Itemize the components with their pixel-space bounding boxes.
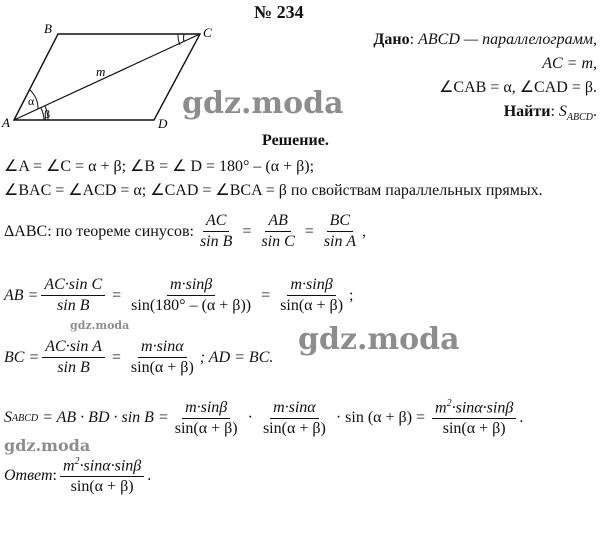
area-end: .: [519, 409, 524, 427]
answer-n-sup: 2: [74, 456, 80, 467]
equals: =: [111, 348, 121, 366]
solution-heading: Решение.: [262, 132, 329, 149]
given-line1: Дано: ABCD — параллелограмм,: [373, 31, 597, 48]
area-s: S: [4, 409, 12, 427]
equals: =: [242, 222, 252, 240]
sine-d3: sin A: [323, 233, 356, 250]
watermark-small-2: gdz.moda: [4, 436, 91, 455]
bc-lhs: BC =: [4, 348, 40, 366]
ab-d2: sin(180° – (α + β)): [131, 297, 252, 314]
answer-n-rest: ·sinα·sinβ: [79, 457, 142, 475]
sine-intro: ΔABC: по теореме синусов:: [4, 222, 194, 240]
area-n3-rest: ·sinα·sinβ: [451, 399, 514, 417]
solution-line1: ∠A = ∠C = α + β; ∠B = ∠ D = 180° – (α + β);: [4, 158, 315, 175]
area-dot: ·: [247, 409, 253, 427]
area-frac-1: [172, 399, 241, 438]
angle-beta-label: β: [44, 107, 51, 121]
sine-d2: sin C: [261, 233, 295, 250]
bc-n2: m·sinα: [138, 338, 187, 358]
area-d3: sin(α + β): [442, 420, 506, 438]
ab-n2: m·sinβ: [167, 276, 215, 296]
ab-n1: AC·sin C: [41, 276, 105, 296]
area-mid: · sin (α + β) =: [335, 409, 426, 427]
bc-frac-1: [42, 338, 105, 377]
area-row: [4, 398, 523, 438]
find-end: .: [593, 103, 597, 120]
vertex-c-label: C: [203, 25, 212, 40]
vertex-b-label: B: [44, 21, 52, 36]
diagonal-m-label: m: [96, 64, 106, 79]
ab-d3: sin(α + β): [280, 297, 344, 314]
watermark-large-2: gdz.moda: [298, 322, 460, 357]
area-n3-m: m: [435, 399, 447, 417]
answer-row: Ответ : $\frac{m^2\cdot\sin\alpha\cdot\sin\beta}{\sin(\alpha + \beta)}$ .: [4, 456, 152, 496]
bc-tail: ; AD = BC.: [199, 348, 274, 366]
bc-n1: AC·sin A: [42, 338, 105, 358]
find-line: Найти: $S_{ABCD}$.: [503, 103, 597, 124]
given-line2: AC = m,: [542, 55, 597, 72]
given-line3: ∠CAB = α, ∠CAD = β.: [439, 79, 597, 96]
answer-end: .: [147, 467, 152, 485]
watermark-large-1: gdz.moda: [182, 86, 344, 121]
answer-d: sin(α + β): [70, 478, 134, 496]
area-frac-3: [432, 398, 516, 438]
sine-frac-1: [197, 212, 235, 251]
area-n3-sup: 2: [446, 398, 452, 409]
sine-end: ,: [361, 222, 366, 240]
ab-d1: sin B: [57, 297, 90, 314]
ab-lhs: AB =: [4, 286, 39, 304]
ab-row: [4, 276, 353, 315]
ab-n3: m·sinβ: [287, 276, 335, 296]
angle-c-arc2: [178, 34, 180, 45]
answer-label: Ответ: [4, 467, 53, 485]
find-label: Найти: [503, 103, 551, 120]
given-parallelogram: ABCD — параллелограмм,: [418, 31, 597, 48]
area-d2: sin(α + β): [262, 419, 326, 437]
watermark-small-1: gdz.moda: [70, 319, 130, 332]
sine-n1: AC: [203, 212, 229, 232]
given-label: Дано: [373, 31, 410, 48]
equals: =: [304, 222, 314, 240]
vertex-d-label: D: [158, 116, 168, 130]
solution-line2: ∠BAC = ∠ACD = α; ∠CAD = ∠BCA = β по свойствам параллельных прямых.: [4, 182, 543, 199]
find-sub: ABCD: [566, 112, 593, 124]
given-block: [373, 28, 597, 130]
sine-n3: BC: [327, 212, 353, 232]
bc-d1: sin B: [57, 359, 90, 376]
vertex-a-label: A: [2, 115, 10, 130]
sine-d1: sin B: [199, 233, 233, 250]
equals: =: [261, 286, 271, 304]
sine-frac-2: [258, 212, 297, 251]
ab-frac-2: [128, 276, 254, 315]
area-frac-2: [260, 399, 329, 438]
bc-d2: sin(α + β): [130, 359, 194, 376]
ab-frac-3: [277, 276, 346, 315]
answer-n-m: m: [62, 457, 75, 475]
answer-frac: [60, 456, 144, 496]
ab-end: ;: [349, 286, 354, 304]
bc-row: [4, 338, 273, 377]
sine-frac-3: [321, 212, 359, 251]
ab-frac-1: [41, 276, 105, 315]
sine-theorem-row: [4, 212, 366, 251]
area-lhs-rest: = AB · BD · sin B =: [42, 409, 169, 427]
find-s: S: [558, 103, 567, 120]
angle-alpha-label: α: [28, 94, 35, 108]
bc-frac-2: [128, 338, 197, 377]
area-n1: m·sinβ: [182, 399, 230, 419]
problem-number: № 234: [254, 2, 304, 22]
area-d1: sin(α + β): [174, 419, 238, 437]
area-n2: m·sinα: [270, 399, 319, 419]
equals: =: [112, 286, 122, 304]
sine-n2: AB: [265, 212, 291, 232]
area-sub: ABCD: [12, 412, 39, 424]
diagonal-ac: [14, 34, 200, 120]
